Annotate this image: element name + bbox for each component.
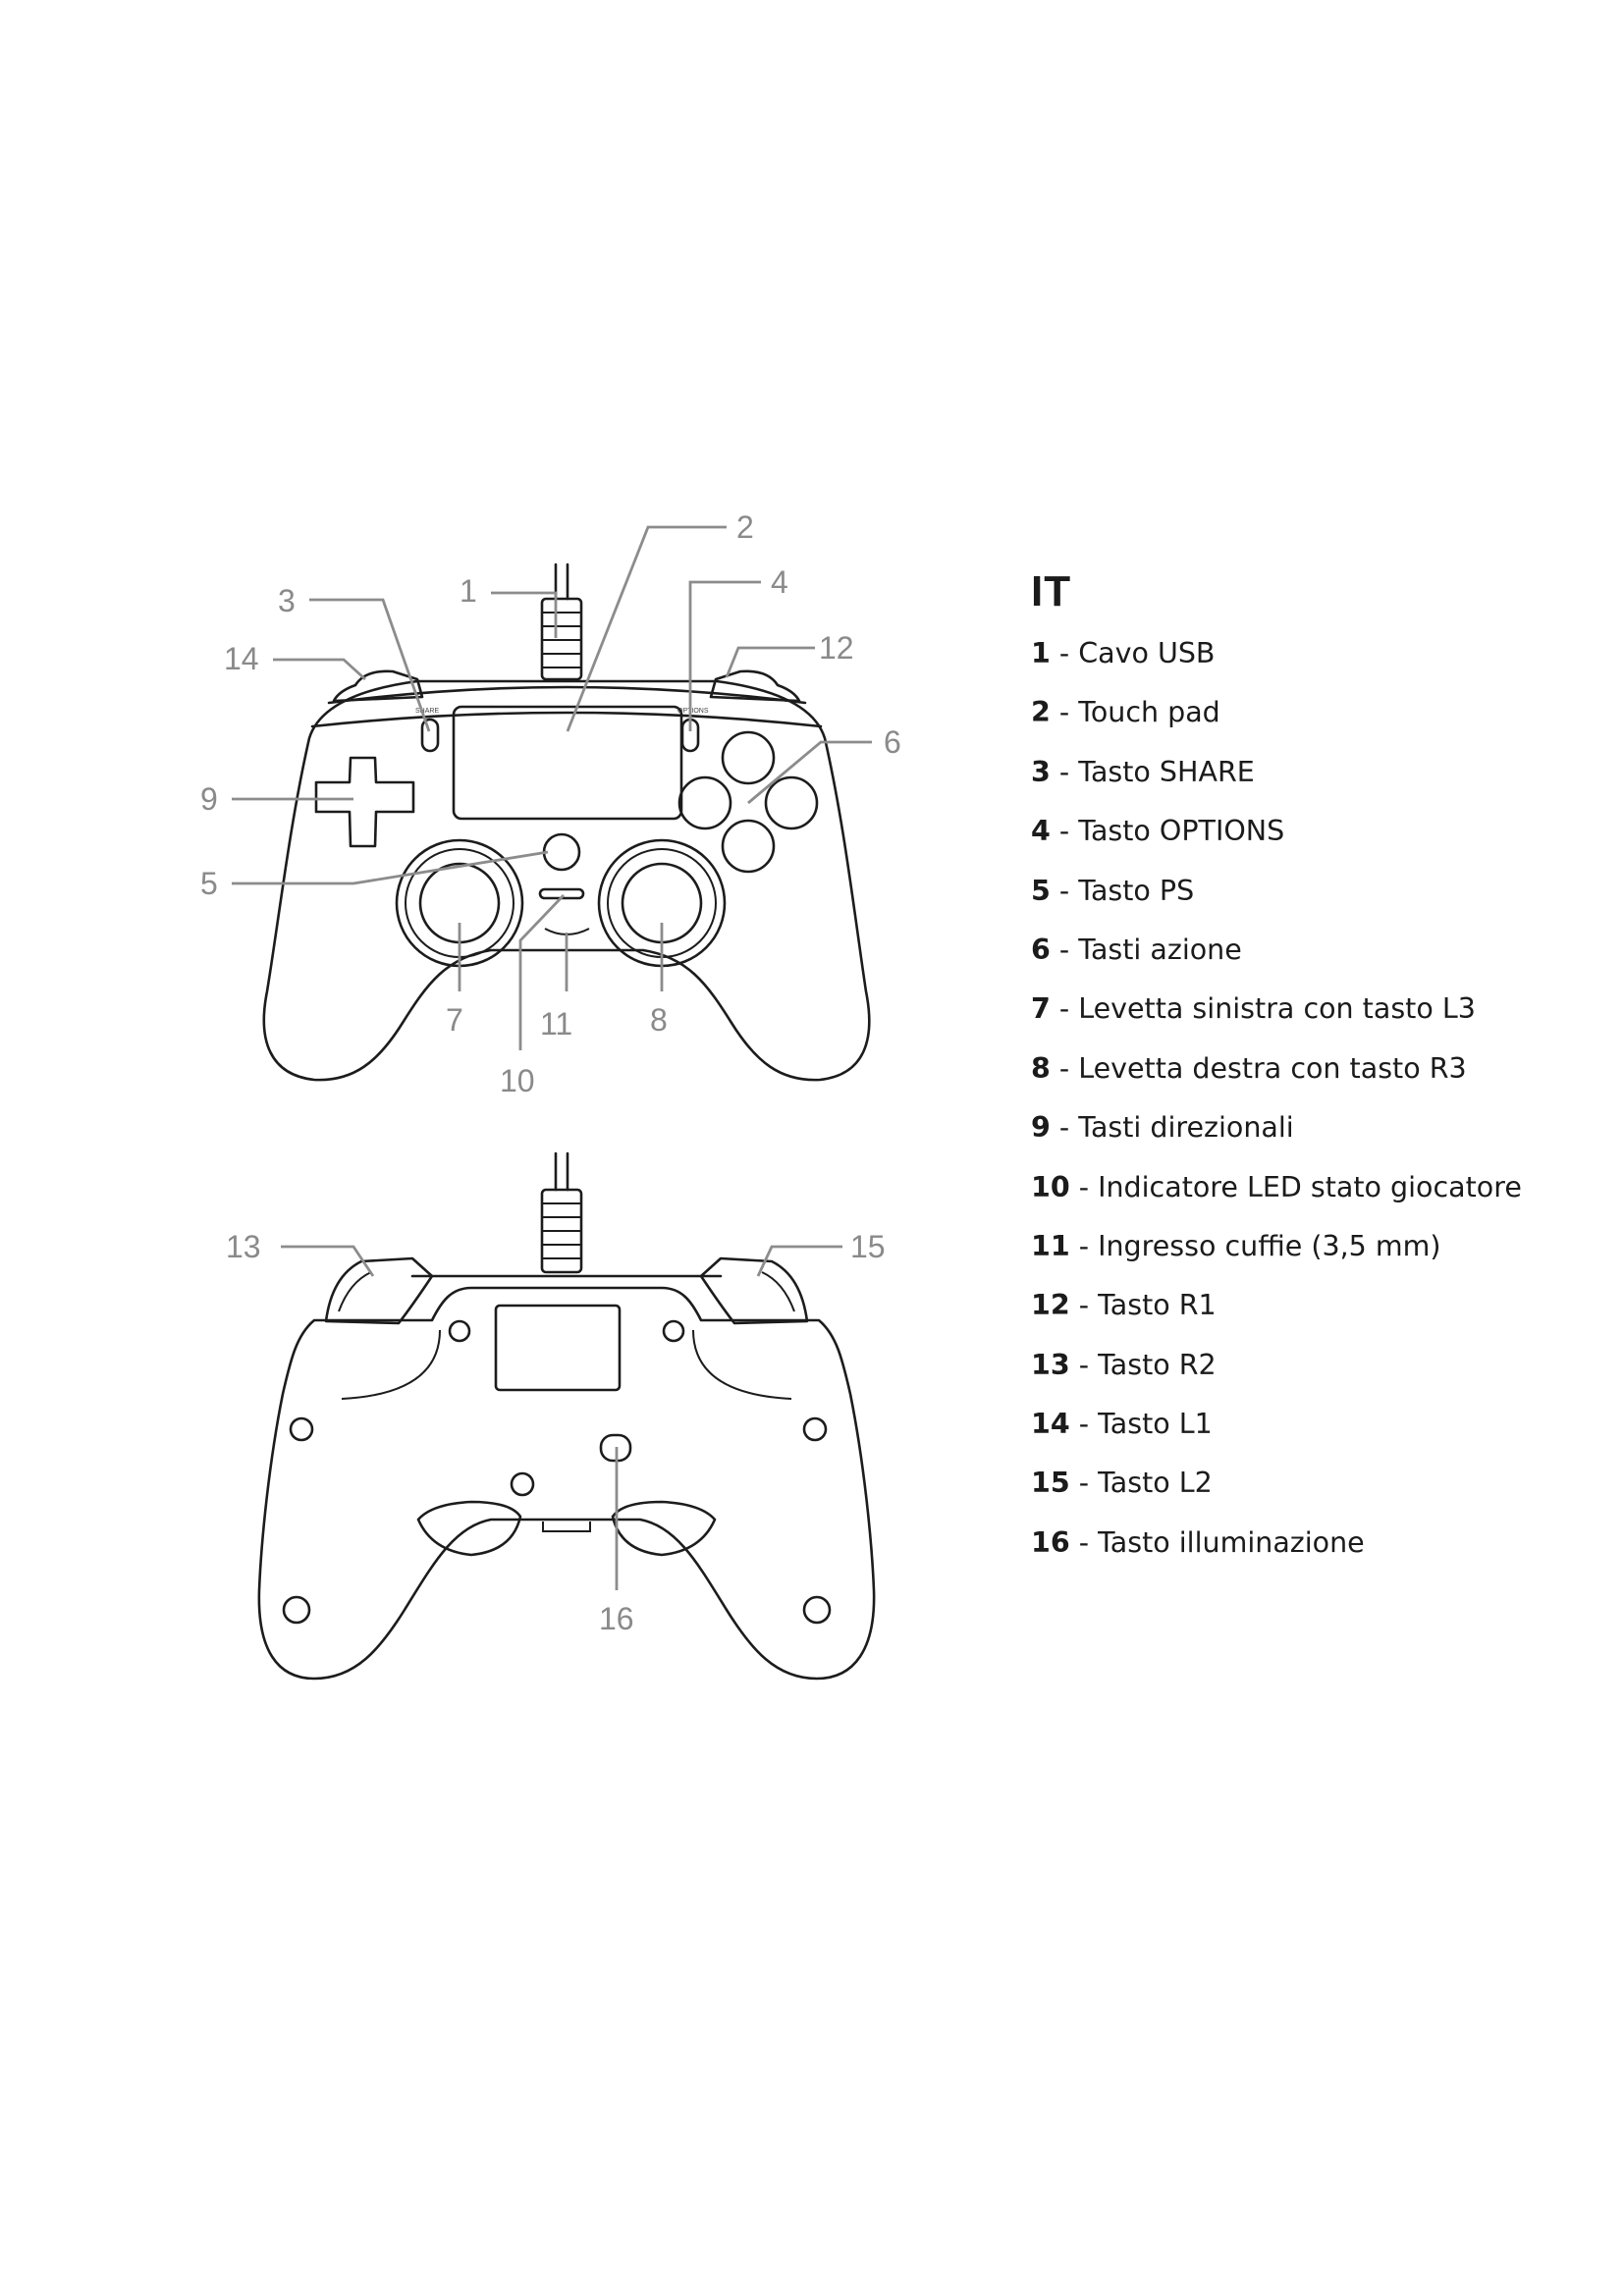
callout-3: 3: [278, 583, 296, 618]
callout-5: 5: [200, 866, 218, 901]
callout-6: 6: [884, 724, 901, 760]
legend-item-separator: -: [1069, 1525, 1099, 1559]
legend-item-text: Tasto OPTIONS: [1078, 815, 1285, 848]
language-code: IT: [1031, 567, 1072, 615]
legend-item-separator: -: [1050, 755, 1079, 788]
legend-item-text: Indicatore LED stato giocatore: [1098, 1170, 1522, 1203]
legend-list: [1031, 634, 1581, 1582]
legend-item-separator: -: [1050, 992, 1079, 1026]
legend-item: [1031, 1523, 1581, 1582]
legend-item-text: Touch pad: [1078, 696, 1220, 729]
back-panel: [496, 1306, 620, 1390]
callout-10: 10: [500, 1063, 535, 1098]
legend-item: [1031, 812, 1581, 871]
ps-button: [544, 834, 579, 870]
callout-2: 2: [736, 509, 754, 545]
legend-item-separator: -: [1069, 1229, 1099, 1262]
legend-item-separator: -: [1050, 933, 1079, 966]
callout-4: 4: [771, 564, 788, 600]
legend-item: [1031, 1286, 1581, 1345]
screw: [804, 1418, 826, 1440]
share-button: [422, 720, 438, 751]
legend-item: [1031, 693, 1581, 752]
legend-item: [1031, 1227, 1581, 1286]
legend-item-separator: -: [1050, 696, 1079, 729]
legend-item-number: 7: [1031, 992, 1051, 1026]
callout-13: 13: [226, 1229, 261, 1264]
screw: [804, 1597, 830, 1623]
screw: [512, 1473, 533, 1495]
legend-item-number: 12: [1031, 1289, 1070, 1322]
share-label: SHARE: [415, 708, 440, 715]
legend-item: [1031, 1464, 1581, 1522]
callout-12: 12: [819, 630, 854, 666]
legend-item-text: Tasti azione: [1078, 933, 1242, 966]
dpad: [316, 758, 413, 846]
legend-item-text: Tasto PS: [1078, 874, 1195, 907]
legend-item: [1031, 753, 1581, 812]
legend-item-text: Tasto L2: [1098, 1467, 1213, 1500]
callout-9: 9: [200, 781, 218, 817]
callout-14: 14: [224, 641, 259, 676]
legend-item-number: 13: [1031, 1348, 1070, 1381]
legend-item-separator: -: [1050, 874, 1079, 907]
screw: [291, 1418, 312, 1440]
legend-item-text: Cavo USB: [1078, 637, 1216, 669]
legend-item-number: 5: [1031, 874, 1051, 907]
legend-item-separator: -: [1069, 1467, 1099, 1500]
callout-16: 16: [599, 1601, 634, 1636]
legend-item-separator: -: [1069, 1289, 1099, 1322]
l2-trigger: [701, 1258, 807, 1323]
r2-trigger: [326, 1258, 432, 1323]
legend: [1031, 567, 1581, 1582]
controller-back-view: [259, 1153, 874, 1679]
legend-item: [1031, 989, 1581, 1048]
legend-item-text: Tasto R2: [1098, 1348, 1217, 1381]
screw: [450, 1321, 469, 1341]
screw: [664, 1321, 683, 1341]
usb-cable: [542, 564, 581, 679]
callout-11: 11: [540, 1006, 573, 1041]
legend-item-separator: -: [1069, 1408, 1099, 1441]
controller-front-view: [264, 564, 869, 1080]
legend-item-number: 14: [1031, 1408, 1070, 1441]
legend-item-number: 6: [1031, 933, 1051, 966]
legend-item: [1031, 1108, 1581, 1167]
legend-item: [1031, 1346, 1581, 1405]
legend-item-number: 4: [1031, 815, 1051, 848]
legend-item-number: 8: [1031, 1051, 1051, 1085]
legend-item-number: 15: [1031, 1467, 1070, 1500]
legend-item-number: 3: [1031, 755, 1051, 788]
callout-8: 8: [650, 1002, 668, 1038]
screw: [284, 1597, 309, 1623]
legend-item: [1031, 1049, 1581, 1108]
legend-item-separator: -: [1050, 1051, 1079, 1085]
callout-1: 1: [460, 573, 477, 609]
callout-7: 7: [446, 1002, 463, 1038]
legend-item: [1031, 634, 1581, 693]
legend-item-separator: -: [1050, 637, 1079, 669]
legend-item: [1031, 931, 1581, 989]
legend-item-number: 11: [1031, 1229, 1070, 1262]
usb-cable-back: [542, 1153, 581, 1272]
legend-item-text: Tasto SHARE: [1078, 755, 1255, 788]
legend-item-text: Tasti direzionali: [1078, 1111, 1294, 1145]
legend-item-text: Tasto illuminazione: [1098, 1525, 1365, 1559]
legend-item: [1031, 1405, 1581, 1464]
legend-item-number: 10: [1031, 1170, 1070, 1203]
legend-item-text: Tasto R1: [1098, 1289, 1217, 1322]
legend-item: [1031, 872, 1581, 931]
legend-item-text: Levetta destra con tasto R3: [1078, 1051, 1467, 1085]
legend-item-separator: -: [1050, 815, 1079, 848]
legend-item-number: 1: [1031, 637, 1051, 669]
legend-item-number: 9: [1031, 1111, 1051, 1145]
legend-item-text: Ingresso cuffie (3,5 mm): [1098, 1229, 1441, 1262]
legend-item-separator: -: [1050, 1111, 1079, 1145]
legend-item-number: 2: [1031, 696, 1051, 729]
legend-item-separator: -: [1069, 1348, 1099, 1381]
legend-item-separator: -: [1069, 1170, 1099, 1203]
callout-15: 15: [850, 1229, 886, 1264]
legend-item-text: Levetta sinistra con tasto L3: [1078, 992, 1476, 1026]
touch-pad: [454, 707, 681, 819]
legend-item: [1031, 1168, 1581, 1227]
controller-back-body: [259, 1288, 874, 1679]
legend-item-number: 16: [1031, 1525, 1070, 1559]
options-label: OPTIONS: [677, 708, 709, 715]
legend-item-text: Tasto L1: [1098, 1408, 1213, 1441]
